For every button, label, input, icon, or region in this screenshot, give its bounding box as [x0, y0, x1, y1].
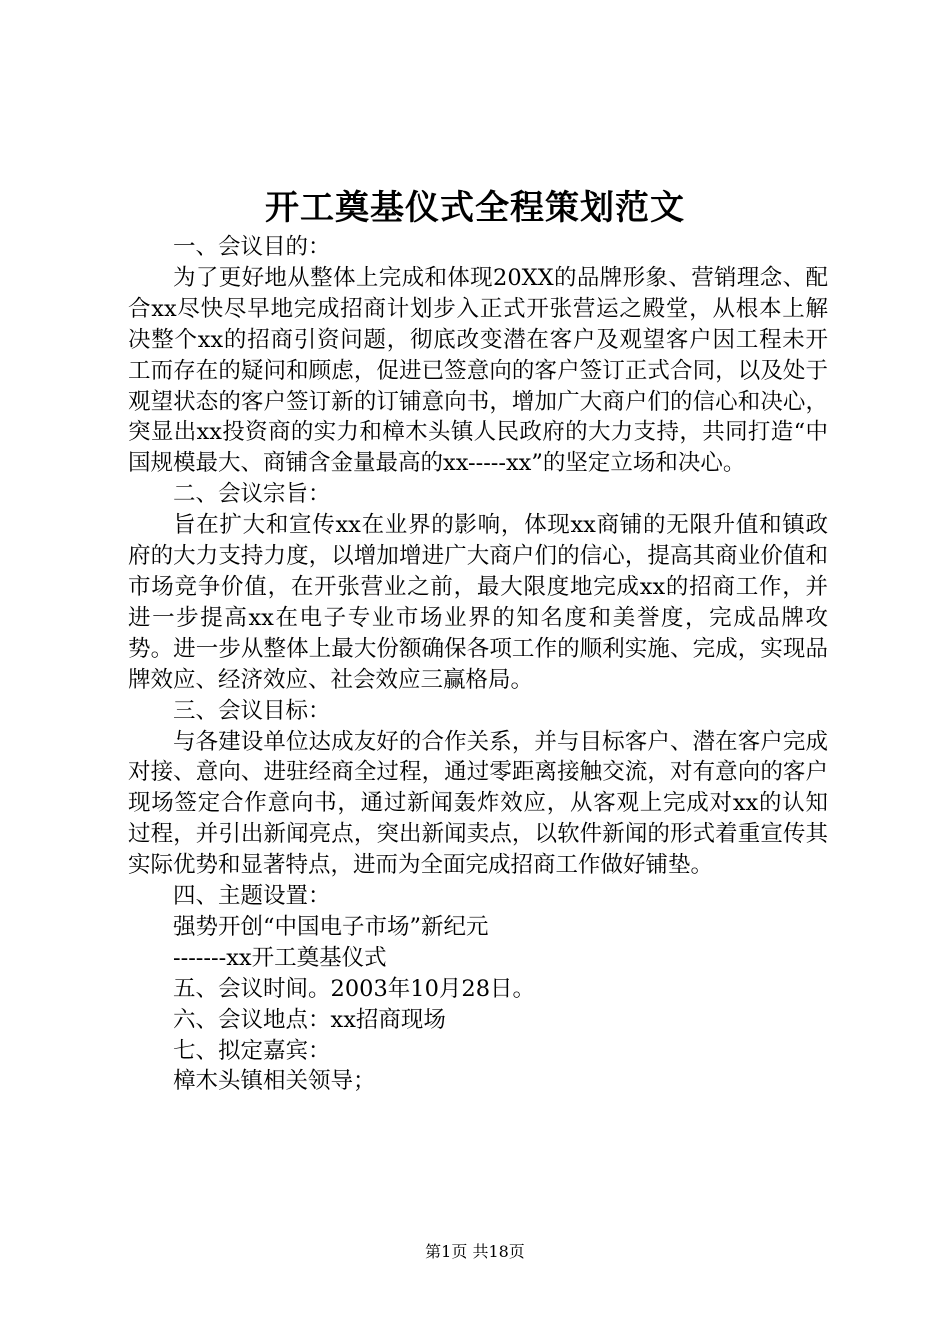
section-heading-theme: 四、主题设置： [173, 883, 331, 910]
theme-line-1: 强势开创“中国电子市场”新纪元 [173, 913, 489, 940]
page-footer: 第1页 共18页 [425, 1242, 525, 1261]
document-title: 开工奠基仪式全程策划范文 [265, 188, 685, 228]
meeting-place-line: 六、会议地点：xx招商现场 [173, 1006, 446, 1033]
section-body-purpose: 为了更好地从整体上完成和体现20XX的品牌形象、营销理念、配合xx尽快尽早地完成招商计划步入正式开张营运之殿堂，从根本上解决整个xx的招商引资问题，彻底改变潜在客户及观望客户因工程未开工而存在的疑问和顾虑，促进已签意向的客户签订正式合同，以及处于观望状态的客户签订新的订铺意向书，增加广大商户们的信心和决心，突显出xx投资商的实力和樟木头镇人民政府的大力支持，共同打造“中国规模最大、商铺含金量最高的xx-----xx”的坚定立场和决心。 [128, 264, 828, 477]
section-heading-goal: 三、会议目标： [173, 697, 331, 724]
document-body [128, 232, 828, 1097]
section-heading-tenet: 二、会议宗旨： [173, 481, 331, 508]
theme-line-2: -------xx开工奠基仪式 [173, 944, 387, 971]
section-heading-purpose: 一、会议目的： [173, 234, 331, 260]
section-body-goal: 与各建设单位达成友好的合作关系，并与目标客户、潜在客户完成对接、意向、进驻经商全过程，通过零距离接触交流，对有意向的客户现场签定合作意向书，通过新闻轰炸效应，从客观上完成对xx的认知过程，并引出新闻亮点，突出新闻卖点，以软件新闻的形式着重宣传其实际优势和显著特点，进而为全面完成招商工作做好铺垫。 [128, 728, 828, 879]
section-body-tenet: 旨在扩大和宣传xx在业界的影响，体现xx商铺的无限升值和镇政府的大力支持力度，以增加增进广大商户们的信心，提高其商业价值和市场竞争价值，在开张营业之前，最大限度地完成xx的招商工作，并进一步提高xx在电子专业市场业界的知名度和美誉度，完成品牌攻势。进一步从整体上最大份额确保各项工作的顺利实施、完成，实现品牌效应、经济效应、社会效应三赢格局。 [128, 512, 828, 693]
section-heading-guests: 七、拟定嘉宾： [173, 1037, 331, 1064]
meeting-time-line: 五、会议时间。2003年10月28日。 [173, 975, 536, 1002]
guests-line-1: 樟木头镇相关领导； [173, 1068, 376, 1095]
